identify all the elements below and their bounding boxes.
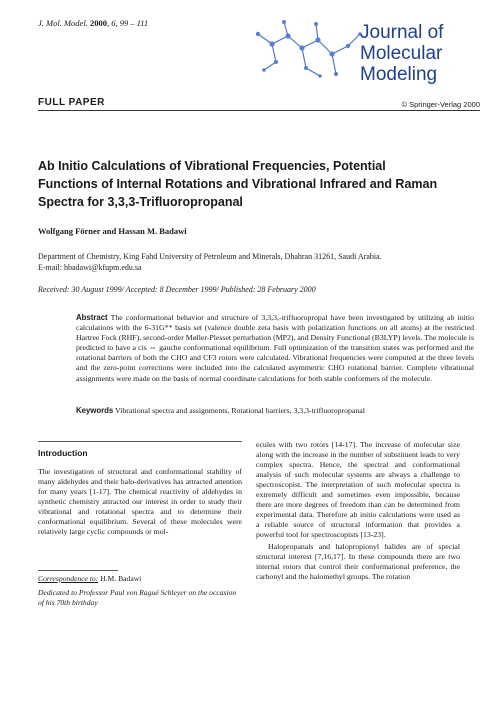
author-email[interactable]: E-mail: hbadawi@kfupm.edu.sa xyxy=(38,262,142,272)
keywords-text: Vibrational spectra and assignments, Rotational barriers, 3,3,3-trifluoropropanal xyxy=(115,406,365,415)
keywords-label: Keywords xyxy=(76,406,114,415)
logo-line-3: Modeling xyxy=(360,64,438,85)
body-paragraph: Halopropanals and halopropionyl halides are of special structural interest [7,16,17]. In these compounds there are two internal rotors that control their conformational preference, the carbonyl and the halomethyl groups. The rotation xyxy=(256,542,460,581)
correspondence-line xyxy=(38,574,242,584)
keywords xyxy=(76,406,474,415)
article-dates: Received: 30 August 1999/ Accepted: 8 December 1999/ Published: 28 February 2000 xyxy=(38,285,316,294)
body-paragraph: The investigation of structural and conformational stability of many aldehydes and their halo-derivatives has attracted attention for many years [1-17]. The chemical reactivity of aldehydes in synthetic chemistry attracted our interest in order to study their vibrational and rotational spectra and to determine their conformational equilibrium. Several of these molecules were relatively large cyclic compounds or mol- xyxy=(38,467,242,536)
article-authors: Wolfgang Förner and Hassan M. Badawi xyxy=(38,226,187,236)
journal-volume-pages: , 6, 99 – 111 xyxy=(106,18,149,28)
author-affiliation xyxy=(38,252,468,273)
copyright-notice: © Springer-Verlag 2000 xyxy=(401,100,480,109)
abstract xyxy=(76,313,474,384)
dedication: Dedicated to Professor Paul von Ragué Schleyer on the occasion of his 70th birthday xyxy=(38,588,237,607)
footnote xyxy=(38,574,242,608)
abstract-label: Abstract xyxy=(76,313,108,322)
body-column-left xyxy=(38,440,242,537)
correspondence-name: H.M. Badawi xyxy=(100,574,142,583)
section-heading-introduction: Introduction xyxy=(38,448,88,458)
logo-line-2: Molecular xyxy=(360,43,443,64)
correspondence-label: Correspondence to: xyxy=(38,574,99,583)
abstract-text: The conformational behavior and structure of 3,3,3,-trifluoropropal have been investigated by utilizing ab initio calculations with the 6-31G** basis set (valence double zeta basis with polarization functions on all atoms) at the restricted Hartree Fock (RHF), second-order Møller-Plesset perturbation (MP2), and Density Functional (B3LYP) levels. The molecule is predicted to have a cis ⇔ gauche conformational equilibrium. Full optimization of the transition states was performed and the rotational barriers of both the CHO and CF3 rotors were calculated. Vibrational frequencies were computed at the three levels and the zero-point corrections were included into the calculated asymmetric CHO rotational barrier. Complete vibrational assignments were made on the basis of normal coordinate calculations for both stable conformers of the molecule. xyxy=(76,313,474,383)
molecule-logo-graphic xyxy=(250,14,370,86)
logo-line-1: Journal of xyxy=(360,22,444,43)
footnote-divider xyxy=(38,570,118,571)
journal-year: 2000 xyxy=(89,18,107,28)
journal-abbrev: J. Mol. Model. xyxy=(38,18,88,28)
body-paragraph: ecules with two rotors [14-17]. The increase of molecular size along with the increase in the number of substituent leads to very complex spectra. Hence, the spectral and conformational analysis of such molecular systems are always a challenge to spectroscopist. The interpretation of such molecular spectra is extremely difficult and sometimes even impossible, because there are more degrees of freedom than can be determined from experimental data. Therefore ab initio calculations were used as a reliable source of structural information that provides a powerful tool for spectroscopists [13-23]. xyxy=(256,440,460,539)
affiliation-address: Department of Chemistry, King Fahd University of Petroleum and Minerals, Dhahran 31261, Saudi Arabia. xyxy=(38,252,382,261)
body-column-right xyxy=(256,440,460,582)
journal-logo-text xyxy=(360,22,478,85)
article-title: Ab Initio Calculations of Vibrational Frequencies, Potential Functions of Internal Rotations and Vibrational Infrared and Raman Spectra for 3,3,3-Trifluoropropanal xyxy=(38,159,438,209)
journal-reference xyxy=(38,18,148,28)
header-divider xyxy=(38,110,480,111)
paper-type-label: FULL PAPER xyxy=(38,97,105,108)
